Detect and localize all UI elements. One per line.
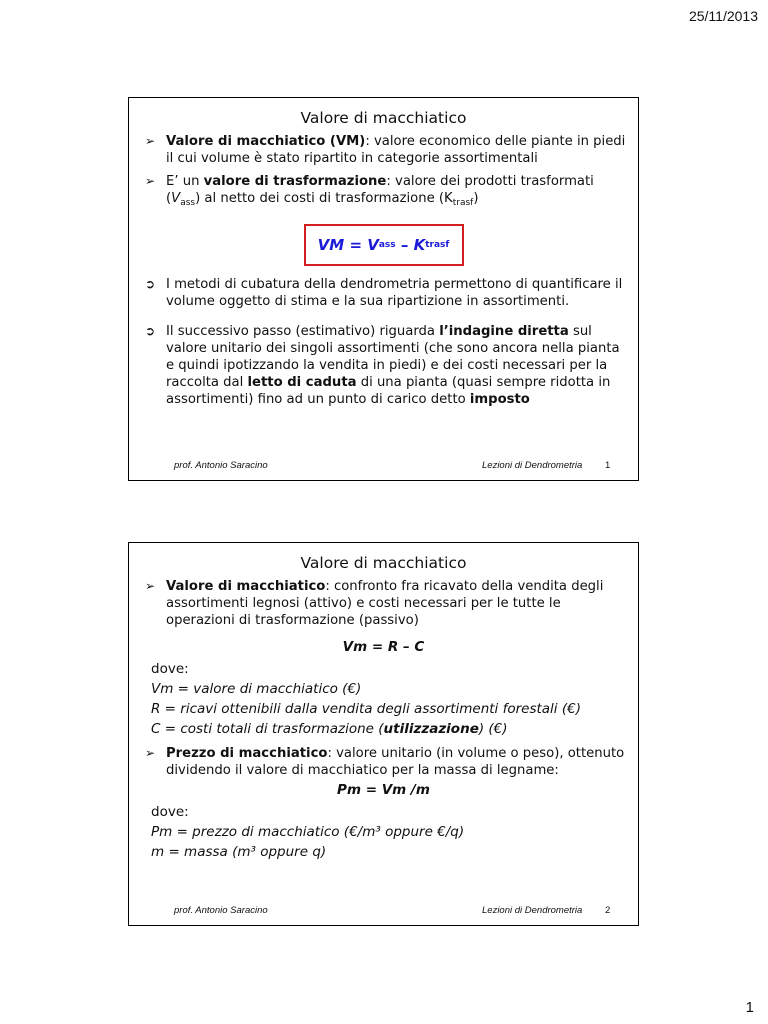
footer-author: prof. Antonio Saracino: [174, 460, 268, 471]
bullet-item: ➢ Prezzo di macchiatico: valore unitario (in volume o peso), ottenuto dividendo il valore di macchiatico per la massa di legname:: [145, 746, 625, 778]
arrow-bullet-icon: ➢: [145, 746, 156, 760]
footer-course: Lezioni di Dendrometria: [482, 460, 583, 471]
definition-pm: Pm = prezzo di macchiatico (€/m³ oppure €/q): [151, 824, 465, 840]
formula: Pm = Vm /m: [337, 782, 430, 798]
bullet-item: ➲ Il successivo passo (estimativo) riguarda l’indagine diretta sul valore unitario dei singoli assortimenti (che sono ancora nella pianta e quindi ipotizzando la vendita in piedi) e dei costi necessari per la raccolta dal letto di caduta di una pianta (quasi sempre ridotta in assortimenti) fino ad un punto di carico detto imposto: [145, 324, 620, 407]
definition-m: m = massa (m³ oppure q): [151, 844, 327, 860]
hook-arrow-bullet-icon: ➲: [145, 277, 156, 291]
arrow-bullet-icon: ➢: [145, 174, 156, 188]
bullet-item: ➢ E’ un valore di trasformazione: valore dei prodotti trasformati $(V_{ass})$ al netto dei costi di trasformazione $(K_{trasf})$: [145, 174, 594, 208]
slide-number: 1: [605, 460, 611, 471]
footer-course: Lezioni di Dendrometria: [482, 905, 583, 916]
slide-title: Valore di macchiatico: [300, 554, 467, 572]
slide-title: Valore di macchiatico: [300, 109, 467, 127]
slide-1: [128, 97, 639, 481]
dove-label: dove:: [151, 804, 189, 820]
page-date: 25/11/2013: [688, 8, 758, 24]
page-number: 1: [745, 999, 754, 1016]
formula-box: VM = V ass – K trasf: [304, 224, 464, 266]
dove-label: dove:: [151, 661, 189, 677]
formula: Vm = R – C: [342, 639, 425, 655]
footer-author: prof. Antonio Saracino: [174, 905, 268, 916]
hook-arrow-bullet-icon: ➲: [145, 324, 156, 338]
definition-c: C = costi totali di trasformazione (utilizzazione) (€): [151, 721, 508, 737]
arrow-bullet-icon: ➢: [145, 134, 156, 148]
slide-number: 2: [605, 905, 611, 916]
definition-r: R = ricavi ottenibili dalla vendita degli assortimenti forestali (€): [151, 701, 581, 717]
bullet-item: ➢ Valore di macchiatico: confronto fra ricavato della vendita degli assortimenti legnosi (attivo) e costi necessari per le tutte le operazioni di trasformazione (passivo): [145, 579, 604, 628]
bullet-item: ➢ Valore di macchiatico (VM): valore economico delle piante in piedi il cui volume è stato ripartito in categorie assortimentali: [145, 134, 626, 166]
arrow-bullet-icon: ➢: [145, 579, 156, 593]
bullet-item: ➲ I metodi di cubatura della dendrometria permettono di quantificare il volume oggetto di stima e la sua ripartizione in assortimenti.: [145, 277, 623, 309]
definition-vm: Vm = valore di macchiatico (€): [151, 681, 362, 697]
slide-2: [128, 542, 639, 926]
